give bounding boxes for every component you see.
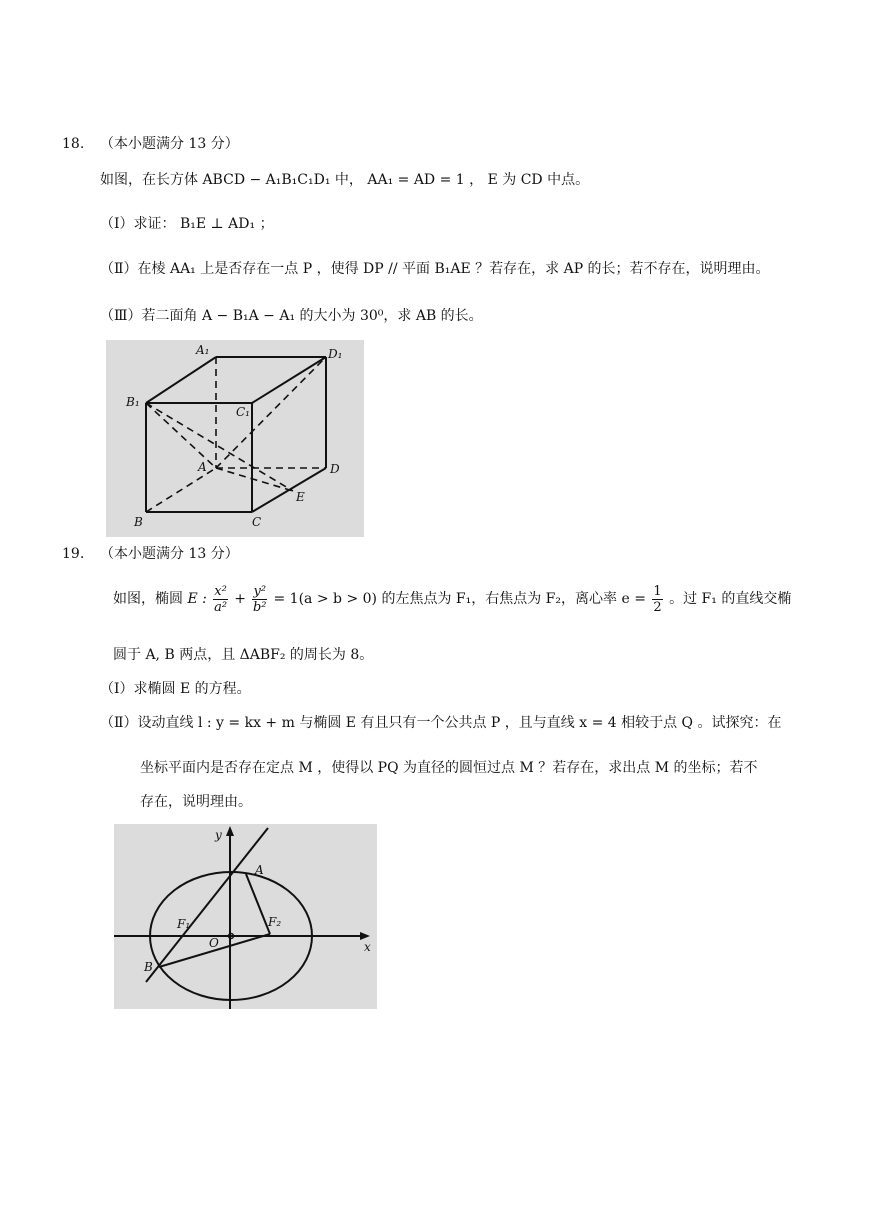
q18-part2: （Ⅱ）在棱 AA₁ 上是否存在一点 P ，使得 DP // 平面 B₁AE ？若存在，求 AP 的长；若不存在，说明理由。	[100, 261, 770, 277]
fraction-y2-b2	[252, 584, 267, 615]
fraction-x2-a2	[213, 584, 228, 615]
q19-stem-c: 。过 F₁ 的直线交椭	[669, 591, 792, 607]
plus-sign: +	[234, 591, 247, 607]
q18-part1: （Ⅰ）求证： B₁E ⊥ AD₁ ；	[100, 216, 274, 232]
label-C1: C₁	[236, 405, 250, 419]
q19-part1: （Ⅰ）求椭圆 E 的方程。	[100, 681, 251, 697]
label-E: E	[296, 490, 305, 504]
label-A: A	[255, 863, 264, 877]
q18-stem: 如图，在长方体 ABCD − A₁B₁C₁D₁ 中， AA₁ = AD = 1 ， E 为 CD 中点。	[100, 172, 590, 188]
equation-condition: = 1(a > b > 0)	[273, 591, 377, 607]
e-numerator: 1	[653, 583, 662, 599]
label-C: C	[252, 515, 262, 529]
frac1-denominator: a²	[214, 599, 228, 615]
label-F2: F₂	[268, 915, 282, 929]
q19-stem-line2: 圆于 A, B 两点，且 ΔABF₂ 的周长为 8。	[113, 647, 374, 663]
q19-part2-line1: （Ⅱ）设动直线 l : y = kx + m 与椭圆 E 有且只有一个公共点 P ，且与直线 x = 4 相较于点 Q 。试探究：在	[100, 715, 782, 731]
fraction-eccentricity	[652, 584, 662, 615]
q19-part2-line2: 坐标平面内是否存在定点 M ，使得以 PQ 为直径的圆恒过点 M ？若存在，求出点 M 的坐标；若不	[140, 760, 758, 776]
label-A1: A₁	[196, 343, 210, 357]
q19-stem-line1	[113, 580, 791, 620]
label-B1: B₁	[126, 395, 140, 409]
label-O: O	[209, 936, 219, 950]
label-D1: D₁	[328, 347, 343, 361]
label-B: B	[144, 960, 153, 974]
label-D: D	[330, 462, 340, 476]
q19-score: （本小题满分 13 分）	[100, 546, 239, 562]
label-F1: F₁	[177, 917, 191, 931]
q18-number: 18.	[62, 136, 85, 152]
q19-stem-a: 如图，椭圆	[113, 591, 183, 607]
label-x-axis: x	[364, 940, 371, 954]
label-B: B	[134, 515, 143, 529]
ellipse-name: E :	[187, 591, 207, 607]
frac2-numerator: y²	[253, 583, 267, 599]
frac2-denominator: b²	[252, 599, 267, 615]
q18-score: （本小题满分 13 分）	[100, 136, 239, 152]
label-A: A	[198, 460, 207, 474]
cuboid-figure	[106, 340, 364, 537]
q19-stem-b: 的左焦点为 F₁，右焦点为 F₂，离心率 e =	[381, 591, 646, 607]
ellipse-figure	[114, 824, 377, 1009]
e-denominator: 2	[653, 599, 662, 615]
q19-part2-line3: 存在，说明理由。	[140, 794, 252, 810]
q19-number: 19.	[62, 546, 85, 562]
q18-part3: （Ⅲ）若二面角 A − B₁A − A₁ 的大小为 30⁰，求 AB 的长。	[100, 308, 483, 324]
cuboid-diagram	[106, 340, 364, 537]
frac1-numerator: x²	[214, 583, 227, 599]
ellipse-diagram	[114, 824, 377, 1009]
label-y-axis: y	[215, 828, 222, 842]
